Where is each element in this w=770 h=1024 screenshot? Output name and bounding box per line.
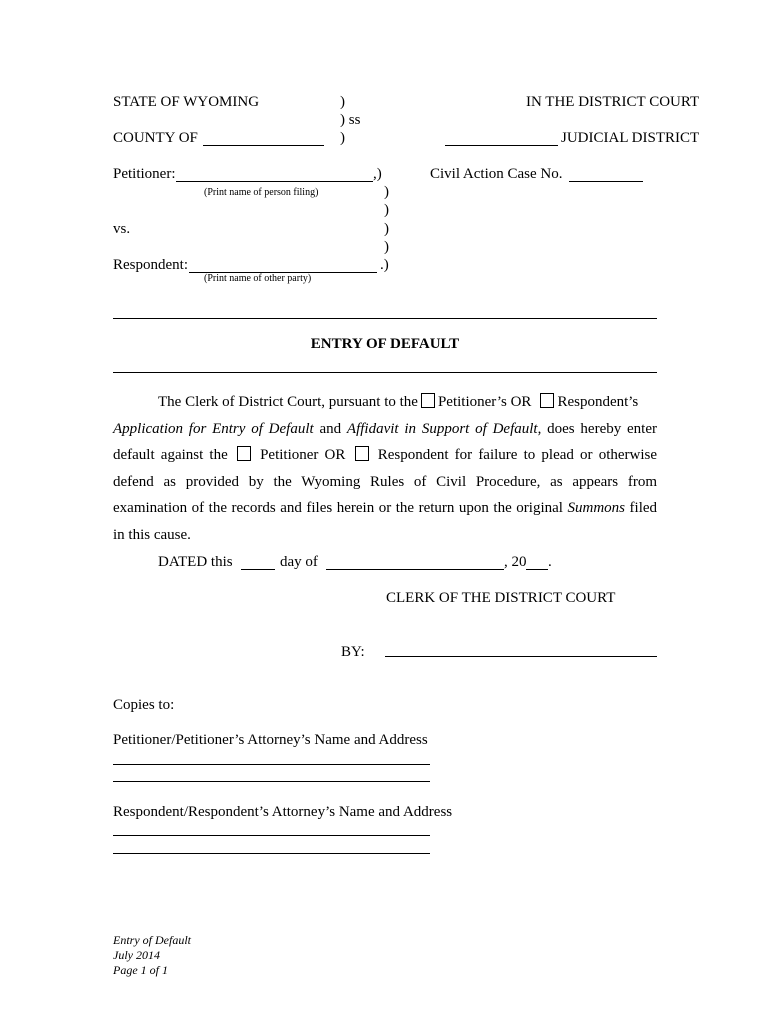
body-line-5: examination of the records and files herein or the return upon the original Summons filed — [113, 500, 658, 516]
caption-paren: ) — [384, 221, 389, 237]
dated-month-input[interactable] — [327, 552, 503, 568]
clerk-label: CLERK OF THE DISTRICT COURT — [386, 590, 616, 606]
caption-paren: ) — [384, 239, 389, 255]
dated-label: DATED this — [158, 554, 233, 570]
judicial-district-line — [445, 145, 558, 146]
state-label: STATE OF WYOMING — [113, 94, 260, 110]
day-of-label: day of — [280, 554, 318, 570]
judicial-district-label: JUDICIAL DISTRICT — [561, 130, 700, 146]
petitioner-address-line-2 — [113, 781, 430, 782]
petitioner-attorney-label: Petitioner/Petitioner’s Attorney’s Name and Address — [113, 732, 428, 748]
dated-month-line — [326, 569, 504, 570]
footer-form-name: Entry of Default — [113, 933, 191, 947]
petitioner-default-checkbox[interactable] — [237, 446, 251, 461]
title-rule-top — [113, 318, 657, 319]
body-line-6: in this cause. — [113, 527, 191, 543]
signature-line — [385, 656, 657, 657]
caption-paren: ,) — [373, 166, 382, 182]
footer-page: Page 1 of 1 — [113, 963, 168, 977]
dated-year-input[interactable] — [527, 552, 547, 568]
caption-paren: .) — [380, 257, 389, 273]
dated-year-line — [526, 569, 548, 570]
vs-label: vs. — [113, 221, 131, 237]
body-line-3: default against the Petitioner OR Respondent for failure to plead or otherwise — [113, 447, 658, 463]
respondent-hint: (Print name of other party) — [204, 273, 312, 284]
document-title: ENTRY OF DEFAULT — [310, 336, 460, 352]
petitioner-address-input-2[interactable] — [114, 765, 429, 781]
title-rule-bottom — [113, 372, 657, 373]
petitioner-hint: (Print name of person filing) — [204, 187, 319, 198]
respondent-input[interactable] — [190, 255, 376, 271]
civil-action-label: Civil Action Case No. — [430, 166, 563, 182]
county-line — [203, 145, 324, 146]
respondent-application-checkbox[interactable] — [540, 393, 554, 408]
caption-paren: ) — [340, 94, 345, 110]
dated-period: . — [548, 554, 552, 570]
judicial-district-input[interactable] — [446, 128, 557, 144]
petitioner-label: Petitioner: — [113, 166, 176, 182]
body-line-4: defend as provided by the Wyoming Rules of Civil Procedure, as appears from — [113, 474, 657, 490]
respondent-address-input-2[interactable] — [114, 836, 429, 852]
petitioner-application-checkbox[interactable] — [421, 393, 435, 408]
respondent-default-checkbox[interactable] — [355, 446, 369, 461]
footer-date: July 2014 — [113, 948, 160, 962]
year-prefix-label: , 20 — [504, 554, 527, 570]
respondent-attorney-label: Respondent/Respondent’s Attorney’s Name and Address — [113, 804, 453, 820]
by-label: BY: — [341, 644, 365, 660]
caption-ss: ) ss — [340, 112, 361, 128]
caption-paren: ) — [384, 184, 389, 200]
respondent-address-line-2 — [113, 853, 430, 854]
body-line-2: Application for Entry of Default and Affidavit in Support of Default, does hereby enter — [113, 421, 658, 437]
body-line-1: The Clerk of District Court, pursuant to the Petitioner’s OR Respondent’s — [158, 394, 639, 410]
case-number-line — [569, 181, 643, 182]
county-input[interactable] — [204, 128, 323, 144]
court-label: IN THE DISTRICT COURT — [526, 94, 700, 110]
respondent-label: Respondent: — [113, 257, 188, 273]
petitioner-address-input-1[interactable] — [114, 747, 429, 763]
signature-input[interactable] — [386, 639, 656, 655]
petitioner-line — [176, 181, 373, 182]
respondent-address-input-1[interactable] — [114, 818, 429, 834]
caption-paren: ) — [340, 130, 345, 146]
case-number-input[interactable] — [570, 164, 642, 180]
dated-day-line — [241, 569, 275, 570]
petitioner-input[interactable] — [177, 164, 372, 180]
county-label: COUNTY OF — [113, 130, 198, 146]
caption-paren: ) — [384, 202, 389, 218]
dated-day-input[interactable] — [242, 552, 274, 568]
copies-label: Copies to: — [113, 697, 175, 713]
